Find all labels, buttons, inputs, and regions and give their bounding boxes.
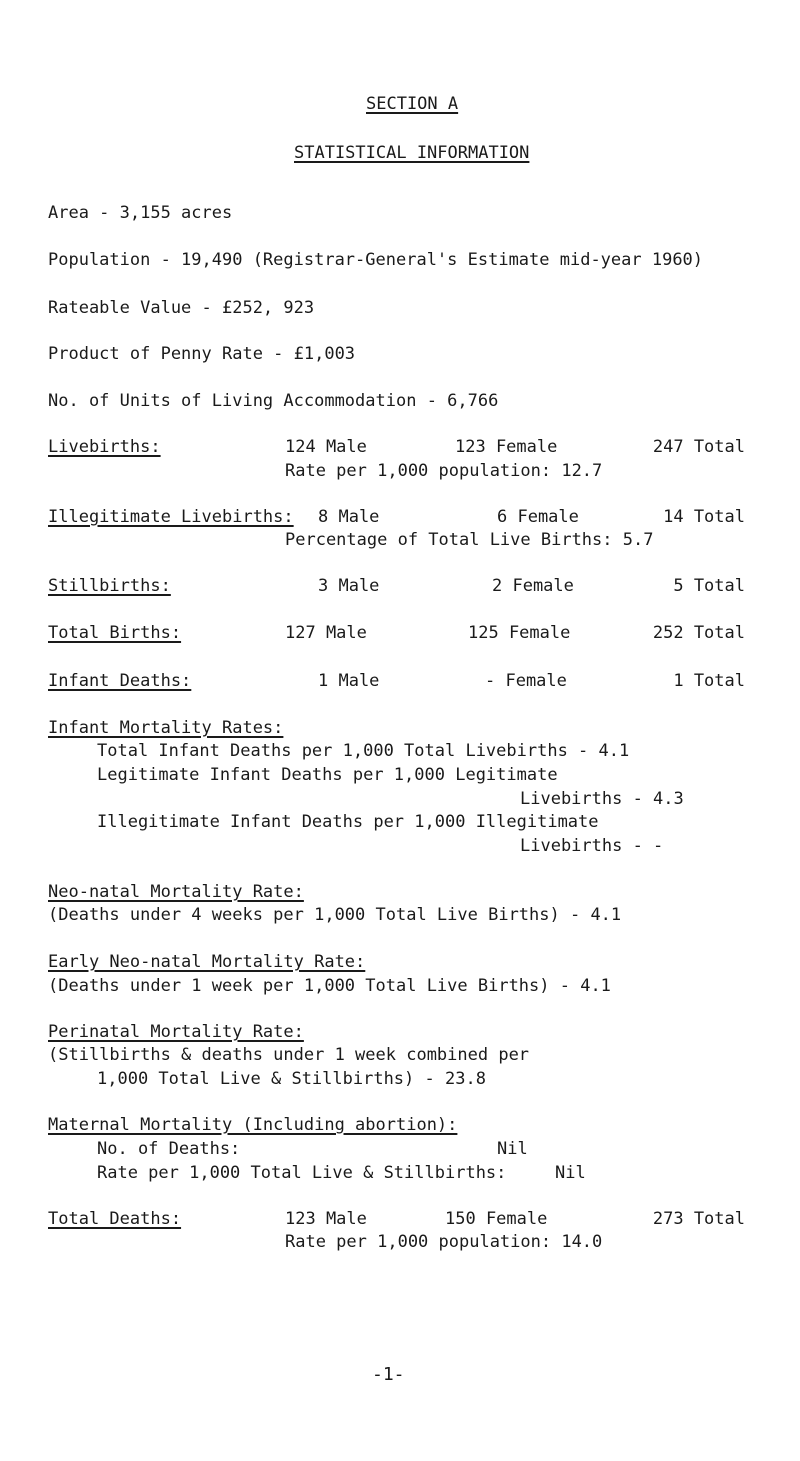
infant-mortality-line2: Legitimate Infant Deaths per 1,000 Legitimate [97,765,558,785]
illegitimate-female: 6 Female [497,507,579,527]
perinatal-line2: 1,000 Total Live & Stillbirths) - 23.8 [97,1069,486,1089]
total-deaths-male: 123 Male [285,1209,367,1229]
total-births-male: 127 Male [285,623,367,643]
maternal-deaths-value: Nil [497,1139,528,1159]
infant-mortality-line4: Illegitimate Infant Deaths per 1,000 Illegitimate [97,812,599,832]
infant-deaths-label: Infant Deaths: [48,671,192,691]
total-deaths-rate: Rate per 1,000 population: 14.0 [285,1232,603,1252]
illegitimate-male: 8 Male [318,507,380,527]
maternal-rate-label: Rate per 1,000 Total Live & Stillbirths: [97,1163,507,1183]
livebirths-label: Livebirths: [48,437,161,457]
infant-mortality-line1: Total Infant Deaths per 1,000 Total Livebirths - 4.1 [97,741,630,761]
total-deaths-female: 150 Female [445,1209,548,1229]
total-births-total: 252 Total [652,623,745,643]
livebirths-rate: Rate per 1,000 population: 12.7 [285,461,603,481]
subtitle: STATISTICAL INFORMATION [294,143,530,163]
stillbirths-total: 5 Total [673,576,745,596]
infant-deaths-total: 1 Total [673,671,745,691]
maternal-rate-value: Nil [555,1163,586,1183]
illegitimate-percentage: Percentage of Total Live Births: 5.7 [285,530,654,550]
maternal-deaths-label: No. of Deaths: [97,1139,241,1159]
infant-deaths-female: - Female [485,671,567,691]
stillbirths-female: 2 Female [492,576,574,596]
total-deaths-total: 273 Total [652,1209,745,1229]
neonatal-heading: Neo-natal Mortality Rate: [48,882,304,902]
stillbirths-label: Stillbirths: [48,576,171,596]
area-line: Area - 3,155 acres [48,203,233,223]
illegitimate-label: Illegitimate Livebirths: [48,507,294,527]
total-births-female: 125 Female [468,623,571,643]
livebirths-male: 124 Male [285,437,367,457]
early-neonatal-heading: Early Neo-natal Mortality Rate: [48,952,366,972]
perinatal-line1: (Stillbirths & deaths under 1 week combined per [48,1045,530,1065]
early-neonatal-line: (Deaths under 1 week per 1,000 Total Live Births) - 4.1 [48,976,611,996]
neonatal-line: (Deaths under 4 weeks per 1,000 Total Live Births) - 4.1 [48,905,622,925]
total-births-label: Total Births: [48,623,182,643]
perinatal-heading: Perinatal Mortality Rate: [48,1022,304,1042]
infant-mortality-heading: Infant Mortality Rates: [48,718,284,738]
section-title: SECTION A [366,94,459,114]
stillbirths-male: 3 Male [318,576,380,596]
infant-mortality-line5: Livebirths - - [520,836,664,856]
livebirths-female: 123 Female [455,437,558,457]
population-line: Population - 19,490 (Registrar-General's Estimate mid-year 1960) [48,250,704,270]
livebirths-total: 247 Total [652,437,745,457]
infant-deaths-male: 1 Male [318,671,380,691]
illegitimate-total: 14 Total [663,507,745,527]
total-deaths-label: Total Deaths: [48,1209,182,1229]
maternal-heading: Maternal Mortality (Including abortion): [48,1115,458,1135]
page-number: -1- [372,1364,405,1385]
rateable-value-line: Rateable Value - £252, 923 [48,298,315,318]
penny-rate-line: Product of Penny Rate - £1,003 [48,344,356,364]
infant-mortality-line3: Livebirths - 4.3 [520,789,684,809]
units-line: No. of Units of Living Accommodation - 6,766 [48,391,499,411]
